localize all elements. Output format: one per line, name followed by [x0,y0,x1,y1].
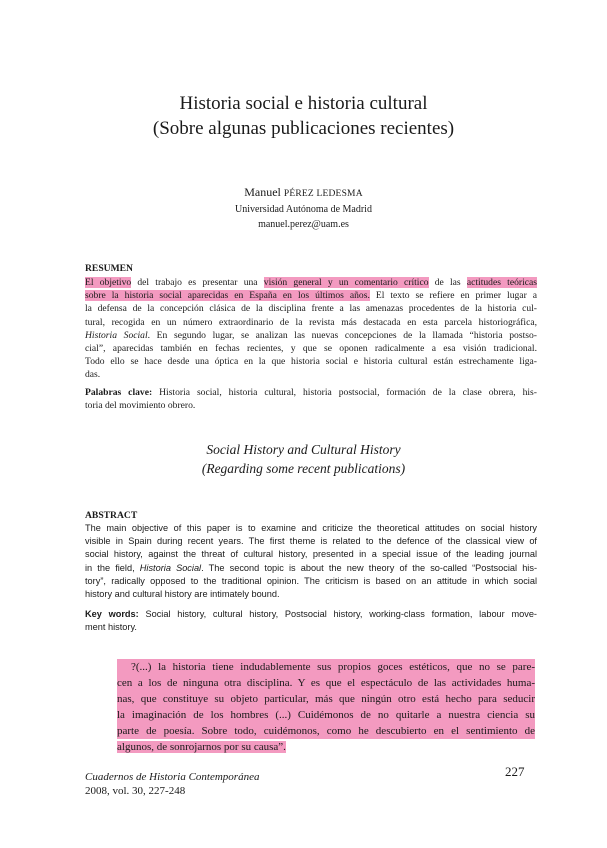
abstract-line: history and cultural history are intimately bound. [85,588,280,599]
keywords-line: Key words: Social history, cultural history, Postsocial history, working-class formation, labour move- [85,609,537,619]
resumen-line: tural, recogida en un número extraordinario de la revista más destacada en esta parcela historiográfica, [85,316,537,328]
author-first-name: Manuel [244,185,284,199]
quote-line: cen a los de ninguna otra disciplina. Y es que el espectáculo de las actividades huma- [117,677,535,689]
quote-line: la imaginación de los hombres (...) Cuidémonos de no quitarle a nuestra ciencia su [117,709,535,721]
abstract-line: tory”, radically opposed to the traditional opinion. The criticism is based on an attitude in which social [85,575,537,586]
resumen-body [85,276,537,382]
palabras-line: Palabras clave: Historia social, historia cultural, historia postsocial, formación de la clase obrera, his- [85,387,537,398]
author-affiliation: Universidad Autónoma de Madrid [235,204,372,215]
page-number: 227 [505,764,525,779]
abstract-line: social history, against the threat of cultural history, presented in a special issue of the leading journal [85,549,537,560]
abstract-heading: ABSTRACT [85,510,138,521]
quote-line: algunos, de sonrojarnos por su causa”. [117,741,286,753]
palabras-clave [85,386,537,412]
author-last-name: PÉREZ LEDESMA [283,189,363,199]
article-subtitle: (Sobre algunas publicaciones recientes) [152,118,455,139]
abstract-body [85,522,537,601]
english-title: Social History and Cultural History [206,442,401,457]
author-email[interactable]: manuel.perez@uam.es [258,219,349,230]
author-name [0,185,607,200]
resumen-line: sobre la historia social aparecidas en España en los últimos años. El texto se refiere en primer lugar a [85,290,537,302]
resumen-line: das. [85,369,101,381]
palabras-line: toria del movimiento obrero. [85,400,196,412]
resumen-line: El objetivo del trabajo es presentar una visión general y un comentario crítico de las actitudes teóricas [85,277,537,288]
resumen-line: cial”, aparecidas también en fechas recientes, y que se oponen radicalmente a esa visión tradicional. [85,342,537,354]
abstract-line: in the field, Historia Social. The second topic is about the new theory of the so-called “Postsocial his- [85,562,537,573]
resumen-line: Todo ello se hace desde una óptica en la que historia social e historia cultural están estrechamente liga- [85,356,537,368]
quote-line: parte de poesía. Sobre todo, cuidémonos, como he descubierto en el sentimiento de [117,725,535,737]
resumen-heading: RESUMEN [85,263,133,274]
quote-line: ?(...) la historia tiene indudablemente sus propios goces estéticos, que no se pare- [117,659,535,675]
article-title: Historia social e historia cultural [179,93,428,114]
journal-name: Cuadernos de Historia Contemporánea [85,771,260,783]
resumen-line: Historia Social. En segundo lugar, se analizan las nuevas concepciones de la llamada “historia postso- [85,329,537,341]
resumen-line: la defensa de la concepción clásica de la disciplina frente a las amenazas procedentes de la historia cul- [85,303,537,315]
english-subtitle: (Regarding some recent publications) [201,461,406,476]
epigraph-quote [117,659,535,755]
abstract-line: The main objective of this paper is to examine and criticize the theoretical attitudes on social history [85,523,537,533]
key-words [85,608,537,634]
abstract-line: visible in Spain during recent years. The first theme is related to the defence of the classical view of [85,536,537,547]
quote-line: nas, que constituye su objeto particular, más que ningún otro está hecho para seducir [117,693,535,705]
keywords-line: ment history. [85,622,137,633]
journal-volume: 2008, vol. 30, 227-248 [85,785,186,797]
